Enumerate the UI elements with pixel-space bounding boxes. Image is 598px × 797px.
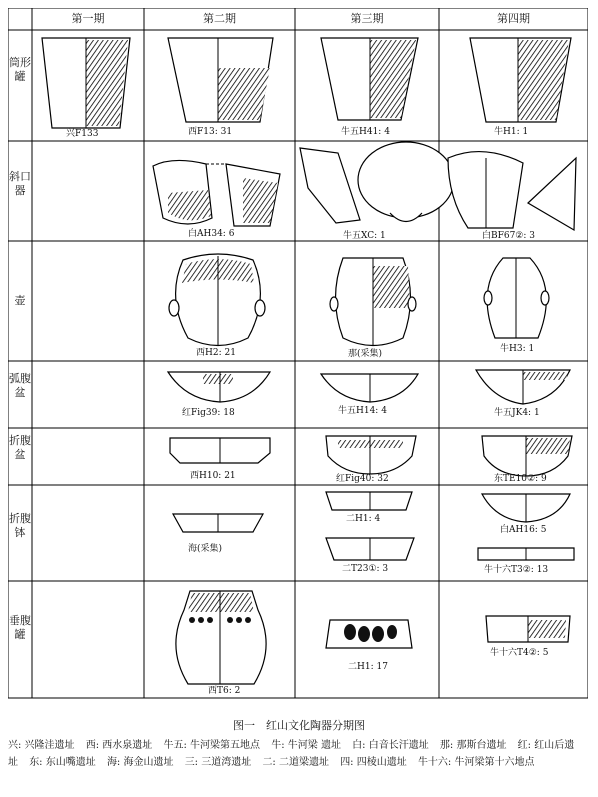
specimen-label: 牛五JK4: 1 [494, 408, 540, 418]
curved-basin-p4 [476, 370, 570, 404]
legend-item: 二: 二道梁遗址 [262, 757, 329, 768]
specimen-label: 白AH34: 6 [188, 229, 235, 239]
folded-bowl-p4b [478, 548, 574, 560]
legend-item: 东: 东山嘴遗址 [29, 757, 96, 768]
specimen-label: 西H2: 21 [196, 348, 236, 358]
drooping-jar-p2 [176, 591, 266, 684]
legend-item: 海: 海金山遗址 [106, 757, 174, 768]
row-label-curved-basin: 弧腹盆 [9, 372, 31, 399]
row-label-drooping-jar: 垂腹罐 [9, 614, 31, 641]
specimen-label: 牛十六T4②: 5 [490, 648, 549, 658]
folded-bowl-p2 [173, 514, 263, 532]
legend-item: 三: 三道湾遗址 [184, 757, 252, 768]
specimen-label: 西F13: 31 [188, 127, 233, 137]
drooping-jar-p3 [326, 620, 412, 648]
legend-item: 白: 白音长汗遗址 [352, 740, 429, 751]
cylindrical-jar-p4 [470, 38, 571, 122]
pot-p3 [330, 258, 416, 346]
figure-caption: 图一 红山文化陶器分期图 [233, 719, 365, 732]
legend-item: 红: 红山后遗址 [8, 740, 575, 768]
legend-item: 牛: 牛河梁 遗址 [271, 740, 341, 751]
cylindrical-jar-p3 [321, 38, 418, 120]
folded-basin-p4 [482, 436, 572, 476]
folded-bowl-p4a [482, 494, 570, 522]
row-label-cylindrical-jar: 筒形罐 [9, 56, 31, 83]
oblique-mouth-vessel-p3 [300, 142, 454, 223]
specimen-label: 牛五H14: 4 [338, 406, 387, 416]
specimen-label: 牛五XC: 1 [343, 231, 386, 241]
oblique-mouth-vessel-p2 [153, 160, 280, 226]
specimen-label: 二H1: 17 [348, 662, 388, 672]
table-drawing [8, 8, 588, 708]
period-header-2: 第二期 [203, 12, 236, 25]
curved-basin-p2 [168, 372, 270, 402]
specimen-label: 二T23①: 3 [342, 564, 389, 574]
legend-item: 西: 西水泉遗址 [85, 740, 153, 751]
specimen-label: 那(采集) [348, 349, 383, 359]
cylindrical-jar-p1 [42, 38, 130, 128]
drooping-jar-p4 [486, 616, 570, 642]
row-label-folded-basin: 折腹盆 [9, 434, 31, 461]
specimen-label: 牛十六T3②: 13 [484, 565, 549, 575]
period-header-4: 第四期 [497, 12, 530, 25]
folded-bowl-p3a [326, 492, 412, 510]
row-label-pot: 壶 [14, 294, 26, 307]
specimen-label: 西T6: 2 [208, 686, 241, 696]
period-header-3: 第三期 [350, 12, 384, 25]
specimen-label: 白BF67②: 3 [482, 231, 535, 241]
folded-bowl-p3b [326, 538, 414, 560]
specimen-label: 牛H3: 1 [500, 344, 535, 354]
legend-item: 兴: 兴隆洼遗址 [8, 740, 75, 751]
specimen-label: 二H1: 4 [346, 514, 381, 524]
legend-item: 牛五: 牛河梁第五地点 [163, 740, 261, 751]
specimen-label: 白AH16: 5 [500, 525, 547, 535]
row-label-oblique-mouth: 斜口器 [9, 170, 31, 197]
curved-basin-p3 [321, 374, 418, 402]
specimen-label: 西H10: 21 [190, 471, 236, 481]
site-abbreviation-legend [8, 737, 592, 771]
row-label-folded-bowl: 折腹钵 [9, 512, 31, 539]
specimen-label: 兴F133 [66, 129, 99, 139]
specimen-label: 红Fig39: 18 [182, 408, 235, 418]
pot-p2 [169, 254, 265, 346]
oblique-mouth-vessel-p4 [448, 152, 576, 230]
specimen-label: 牛五H41: 4 [341, 127, 390, 137]
folded-basin-p2 [170, 438, 270, 463]
cylindrical-jar-p2 [168, 38, 273, 122]
period-header-1: 第一期 [71, 12, 105, 25]
legend-item: 那: 那斯台遗址 [439, 740, 507, 751]
specimen-label: 海(采集) [188, 544, 223, 554]
specimen-label: 红Fig40: 32 [336, 474, 389, 484]
pottery-periodization-table [8, 8, 588, 708]
legend-item: 四: 四棱山遗址 [340, 757, 407, 768]
specimen-label: 牛H1: 1 [494, 127, 529, 137]
pot-p4 [484, 258, 549, 338]
folded-basin-p3 [326, 436, 416, 474]
specimen-label: 东TE10②: 9 [494, 474, 547, 484]
legend-item: 牛十六: 牛河梁第十六地点 [417, 757, 535, 768]
